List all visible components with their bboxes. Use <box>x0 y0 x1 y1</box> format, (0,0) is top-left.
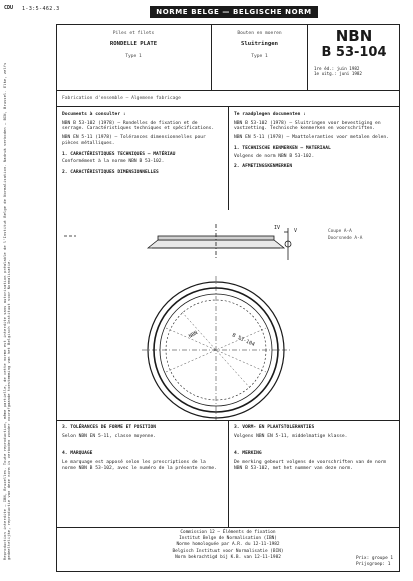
section-1-body-nl: Volgens de norm NBN B 53-102. <box>234 153 315 159</box>
section-3-body-nl: Volgens NBN EN 5-11, middelmatige klasse. <box>234 433 348 439</box>
ring-label-2: B 53-104 <box>231 332 256 348</box>
nl-title: Sluitringen <box>240 40 279 47</box>
plan-view <box>142 276 290 420</box>
nl-type: Type 1 <box>251 53 268 59</box>
documents-title-nl: Te raadplegen documenten : <box>234 112 306 117</box>
section-1-body-fr: Conformément à la norme NBN B 53-102. <box>62 159 165 165</box>
header-dutch-block <box>212 24 307 91</box>
document-banner: NORME BELGE — BELGISCHE NORM <box>150 6 318 18</box>
price-nl: Prijsgroep: 1 <box>356 561 391 567</box>
footer-line-3: Norme homologuée par A.R. du 12-11-1982 <box>176 542 280 548</box>
section-4-title-nl: 4. MERKING <box>234 451 262 457</box>
doc-ref-1-fr: NBN B 53-102 (1978) — Rondelles de fixation et de serrage. Caractéristiques techniques et spécifications. <box>62 120 215 132</box>
section-4-title-fr: 4. MARQUAGE <box>62 451 93 457</box>
fr-group-label: Piles et filets <box>112 31 155 36</box>
ring-label-1: NBN <box>188 330 199 340</box>
marker-iv: IV <box>274 225 281 231</box>
section-4-body-nl: De merking gebeurt volgens de voorschriften van de norm NBN B 53-102, met het nummer van deze norm. <box>234 460 387 471</box>
edition-nl: 1e uitg.: juni 1982 <box>314 71 362 77</box>
norm-number: B 53-104 <box>321 45 387 60</box>
section-label-fr: Coupe A-A <box>328 229 352 234</box>
cdu-mark: CDU <box>4 5 14 11</box>
price-group <box>356 556 393 567</box>
doc-ref-1-nl: NBN B 53-102 (1978) — Sluitringen voor bevestiging en vastzetting. Technische kenmerken en voorschriften. <box>234 120 381 132</box>
section-2-title-fr: 2. CARACTÉRISTIQUES DIMENSIONNELLES <box>62 170 159 176</box>
fr-title: RONDELLE PLATE <box>109 40 158 47</box>
section-1-title-nl: 1. TECHNISCHE KENMERKEN — MATERIAAL <box>234 145 331 151</box>
section-4-body-fr: Le marquage est apposé selon les prescriptions de la norme NBN B 53-102, avec le numéro de la présente norme. <box>62 460 217 471</box>
section-3-body-fr: Selon NBN EN 5-11, classe moyenne. <box>62 433 157 439</box>
nl-group-label: Bouten en moeren <box>237 31 282 36</box>
footer-line-4: Belgisch Instituut voor Normalisatie (BIN) <box>172 548 284 554</box>
left-column-upper <box>62 112 222 176</box>
divider-footer <box>56 527 400 528</box>
column-divider-upper <box>228 106 229 210</box>
doc-ref-2-fr: NBN EN 5-11 (1978) — Tolérances dimensionnelles pour pièces métalliques. <box>62 135 206 146</box>
footer-line-5: Norm bekrachtigd bij K.B. van 12-11-1982 <box>175 554 281 560</box>
marker-v: V <box>294 228 298 234</box>
edition-fr: 1re éd.: juin 1982 <box>314 66 360 71</box>
header-norm-block <box>307 24 400 91</box>
right-column-lower <box>234 425 394 472</box>
section-3-title-nl: 3. VORM- EN PLAATSTOLERANTIES <box>234 425 315 430</box>
section-3-title-fr: 3. TOLÉRANCES DE FORME ET POSITION <box>62 425 157 430</box>
column-divider-lower <box>228 420 229 528</box>
reference-line: Fabrication d'ensemble — Algemene fabricage <box>62 96 181 101</box>
documents-title-fr: Documents à consulter : <box>62 112 126 117</box>
section-label-nl: Doorsnede A-A <box>328 236 363 241</box>
section-1-title-fr: 1. CARACTÉRISTIQUES TECHNIQUES — MATÉRIAU <box>62 151 176 157</box>
footer-line-1: Commission 12 — Éléments de fixation <box>180 530 276 535</box>
technical-drawing <box>56 210 400 420</box>
left-column-lower <box>62 425 222 472</box>
right-column-upper <box>234 112 394 170</box>
fr-type: Type 1 <box>125 53 142 59</box>
side-copyright-text: Reproduction interdite — IBN, Bruxelles. Toute reproduction, même partielle, de cette norme est interdite sans autorisation préalable de l'Institut Belge de Normalisation. Nadruk verboden — BIN, Brussel. Elke, zelfs gedeeltelijke, reproductie van deze norm is verboden zonder voorafgaande toestemming van het Belgisch Instituut voor Normalisatie. <box>3 62 12 560</box>
nbn-label: NBN <box>335 27 373 45</box>
doc-ref-2-nl: NBN EN 5-11 (1978) — Maattoleranties voor metalen delen. <box>234 135 389 141</box>
section-view <box>64 224 291 260</box>
cdu-code: 1-3:5-462.3 <box>22 6 60 12</box>
footer-line-2: Institut Belge de Normalisation (IBN) <box>179 536 277 542</box>
section-2-title-nl: 2. AFMETINGSKENMERKEN <box>234 164 293 170</box>
footer-block <box>56 530 400 561</box>
header-french-block <box>56 24 212 91</box>
price-fr: Prix: groupe 1 <box>356 556 394 561</box>
